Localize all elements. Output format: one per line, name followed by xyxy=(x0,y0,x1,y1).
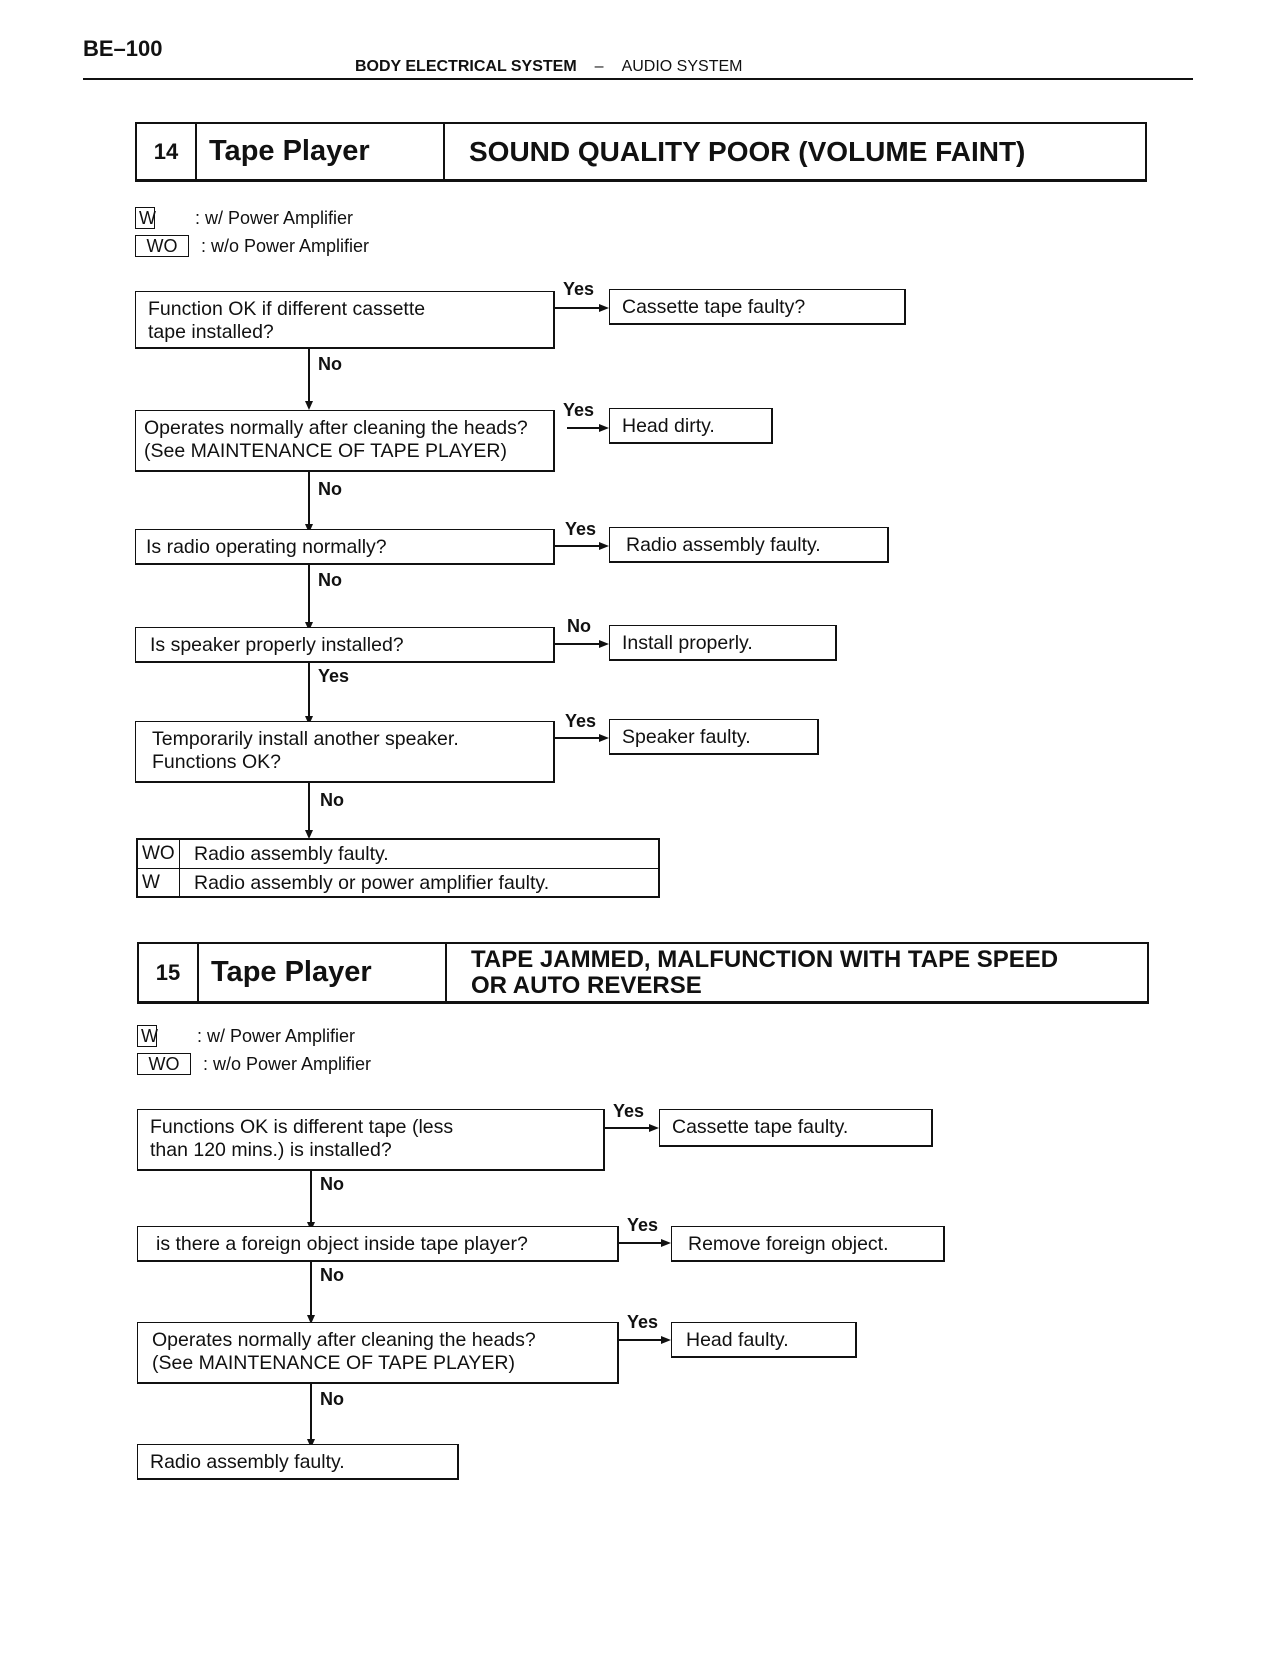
section-14-title-bar xyxy=(135,122,1147,182)
connector-line xyxy=(555,307,599,309)
result-box xyxy=(671,1322,857,1358)
result-box xyxy=(671,1226,945,1262)
legend-code: W xyxy=(137,1025,157,1047)
connector-line xyxy=(555,545,599,547)
branch-label: Yes xyxy=(318,666,350,686)
branch-label: Yes xyxy=(563,279,595,299)
connector-line xyxy=(308,663,310,717)
legend-text: : w/ Power Amplifier xyxy=(195,207,354,228)
problem-title-line: TAPE JAMMED, MALFUNCTION WITH TAPE SPEED xyxy=(471,945,1059,973)
branch-label: Yes xyxy=(565,519,597,539)
header-rule xyxy=(83,78,1193,80)
running-header xyxy=(355,58,742,76)
branch-label: No xyxy=(320,1174,344,1194)
question-box xyxy=(135,410,555,472)
branch-label: No xyxy=(318,570,342,590)
result-text: Radio assembly faulty. xyxy=(626,534,821,556)
result-box xyxy=(609,289,906,325)
arrow-right-icon xyxy=(649,1124,659,1132)
question-line: (See MAINTENANCE OF TAPE PLAYER) xyxy=(144,440,507,462)
question-line: Functions OK? xyxy=(152,751,281,773)
connector-line xyxy=(555,737,599,739)
question-box xyxy=(135,529,555,565)
branch-label: Yes xyxy=(627,1312,659,1332)
connector-line xyxy=(308,783,310,835)
connector-line xyxy=(308,349,310,401)
question-line: than 120 mins.) is installed? xyxy=(150,1139,392,1161)
question-line: Operates normally after cleaning the heads? xyxy=(144,417,528,439)
legend-w xyxy=(137,1025,355,1047)
result-box xyxy=(659,1109,933,1147)
header-separator: – xyxy=(594,58,604,75)
question-line: Functions OK is different tape (less xyxy=(150,1116,454,1138)
result-text: Head dirty. xyxy=(622,415,715,437)
problem-title: SOUND QUALITY POOR (VOLUME FAINT) xyxy=(469,135,1026,167)
result-text: Remove foreign object. xyxy=(688,1233,889,1255)
question-line: Temporarily install another speaker. xyxy=(152,728,459,750)
question-box xyxy=(137,1109,605,1171)
branch-label: Yes xyxy=(565,711,597,731)
header-system: BODY ELECTRICAL SYSTEM xyxy=(355,58,577,75)
result-text: Cassette tape faulty? xyxy=(622,296,806,318)
connector-line xyxy=(310,1262,312,1316)
final-code: W xyxy=(138,869,180,897)
legend-wo xyxy=(137,1053,371,1075)
branch-label: Yes xyxy=(627,1215,659,1235)
final-row-wo xyxy=(138,840,658,868)
arrow-right-icon xyxy=(599,734,609,742)
section-15-title-bar xyxy=(137,942,1149,1004)
legend-w xyxy=(135,207,353,229)
legend-code: W xyxy=(135,207,155,229)
connector-line xyxy=(310,1384,312,1440)
legend-text: : w/ Power Amplifier xyxy=(197,1025,356,1046)
final-row-w xyxy=(138,868,658,897)
legend-code: WO xyxy=(137,1053,191,1075)
connector-line xyxy=(619,1339,661,1341)
question-line: Operates normally after cleaning the heads? xyxy=(152,1329,536,1351)
legend-text: : w/o Power Amplifier xyxy=(203,1053,372,1074)
question-box xyxy=(137,1322,619,1384)
legend-wo xyxy=(135,235,369,257)
branch-label: No xyxy=(567,616,591,636)
question-line: Is speaker properly installed? xyxy=(150,634,404,656)
arrow-right-icon xyxy=(661,1336,671,1344)
final-code: WO xyxy=(138,840,180,868)
result-box xyxy=(609,719,819,755)
connector-line xyxy=(567,427,599,429)
final-text: Radio assembly faulty. xyxy=(194,842,389,865)
branch-label: No xyxy=(318,479,342,499)
problem-title xyxy=(447,944,1147,1001)
question-line: is there a foreign object inside tape player? xyxy=(156,1233,528,1255)
result-text: Speaker faulty. xyxy=(622,726,751,748)
question-line: tape installed? xyxy=(148,321,274,343)
arrow-right-icon xyxy=(599,304,609,312)
result-box xyxy=(609,408,773,444)
branch-label: No xyxy=(320,1389,344,1409)
problem-title-line: OR AUTO REVERSE xyxy=(471,971,702,999)
connector-line xyxy=(310,1171,312,1224)
branch-label: No xyxy=(320,1265,344,1285)
page-number: BE–100 xyxy=(83,36,163,61)
branch-label: Yes xyxy=(563,400,595,420)
connector-line xyxy=(308,472,310,525)
arrow-right-icon xyxy=(661,1239,671,1247)
question-line: (See MAINTENANCE OF TAPE PLAYER) xyxy=(152,1352,515,1374)
result-text: Install properly. xyxy=(622,632,753,654)
section-number: 14 xyxy=(137,124,197,179)
question-box xyxy=(135,627,555,663)
question-line: Is radio operating normally? xyxy=(146,536,387,558)
section-number: 15 xyxy=(139,944,199,1001)
legend-code: WO xyxy=(135,235,189,257)
result-text: Head faulty. xyxy=(686,1329,789,1351)
final-text: Radio assembly faulty. xyxy=(150,1451,345,1473)
branch-label: No xyxy=(318,354,342,374)
final-text: Radio assembly or power amplifier faulty. xyxy=(194,871,550,894)
connector-line xyxy=(605,1127,649,1129)
result-box xyxy=(609,527,889,563)
final-result-box xyxy=(137,1444,459,1480)
arrow-right-icon xyxy=(599,424,609,432)
arrow-down-icon xyxy=(305,401,313,410)
legend-text: : w/o Power Amplifier xyxy=(201,235,370,256)
connector-line xyxy=(555,643,599,645)
connector-line xyxy=(308,565,310,623)
arrow-right-icon xyxy=(599,640,609,648)
component-name: Tape Player xyxy=(199,944,447,1001)
question-box xyxy=(135,291,555,349)
final-result-table xyxy=(136,838,660,898)
question-box xyxy=(137,1226,619,1262)
arrow-right-icon xyxy=(599,542,609,550)
component-name: Tape Player xyxy=(197,124,445,179)
question-line: Function OK if different cassette xyxy=(148,298,426,320)
result-text: Cassette tape faulty. xyxy=(672,1116,849,1138)
branch-label: Yes xyxy=(613,1101,645,1121)
branch-label: No xyxy=(320,790,344,810)
question-box xyxy=(135,721,555,783)
result-box xyxy=(609,625,837,661)
header-section: AUDIO SYSTEM xyxy=(621,58,743,75)
connector-line xyxy=(619,1242,661,1244)
